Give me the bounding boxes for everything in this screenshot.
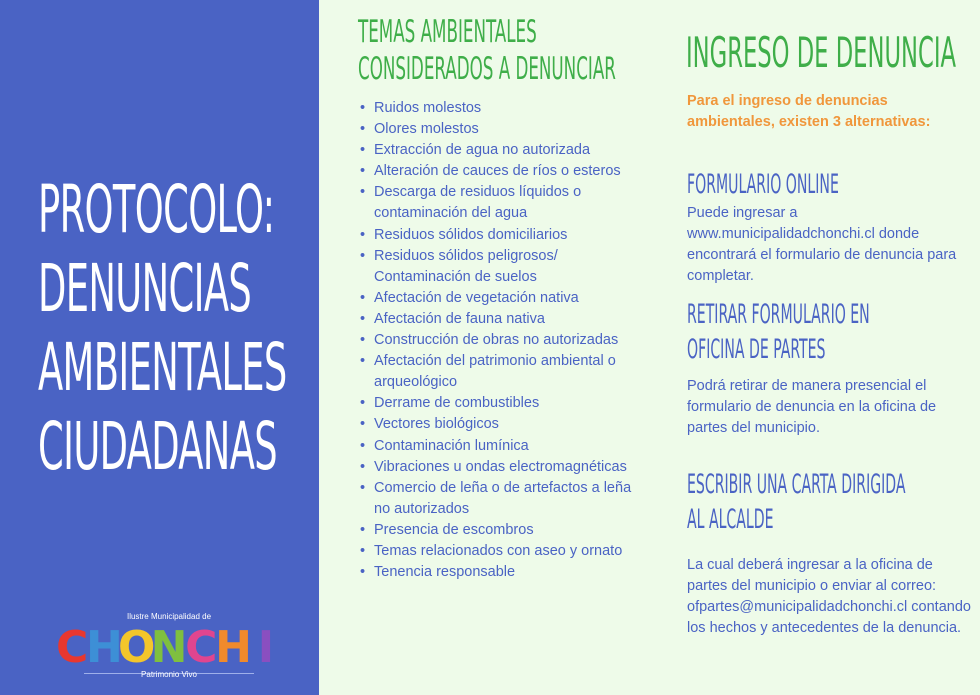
complaint-heading: INGRESO DE DENUNCIA: [686, 28, 957, 77]
topics-heading: [358, 14, 616, 88]
logo-letter: H: [85, 622, 123, 668]
logo-top-text: Ilustre Municipalidad de: [126, 612, 212, 621]
list-item: • Comercio de leña o de artefactos a leña no autorizados: [358, 478, 648, 520]
list-item: • Ruidos molestos: [358, 98, 648, 119]
cover-title-line: CIUDADANAS: [38, 408, 278, 485]
logo-bottom-text: Patrimonio Vivo: [141, 670, 197, 679]
list-item: • Residuos sólidos domiciliarios: [358, 225, 648, 246]
complaint-intro: Para el ingreso de denuncias ambientales, existen 3 alternativas:: [687, 93, 931, 130]
list-item: • Extracción de agua no autorizada: [358, 140, 648, 161]
list-item: • Construcción de obras no autorizadas: [358, 330, 648, 351]
cover-title-line: DENUNCIAS: [38, 250, 252, 327]
list-item: • Presencia de escombros: [358, 520, 648, 541]
logo-letter: H: [215, 622, 253, 668]
option-heading-line: AL ALCALDE: [687, 504, 774, 535]
option-online-heading: [687, 167, 839, 202]
list-item: • Afectación de vegetación nativa: [358, 288, 648, 309]
topics-heading-line: CONSIDERADOS A DENUNCIAR: [358, 51, 616, 87]
topics-list: [358, 98, 648, 583]
list-item: • Temas relacionados con aseo y ornato: [358, 541, 648, 562]
list-item: • Derrame de combustibles: [358, 393, 648, 414]
logo-letter: I: [257, 622, 275, 668]
list-item: • Descarga de residuos líquidos o contaminación del agua: [358, 182, 648, 224]
option-heading-line: FORMULARIO ONLINE: [687, 169, 839, 200]
list-item: • Afectación de fauna nativa: [358, 309, 648, 330]
list-item: • Alteración de cauces de ríos o esteros: [358, 161, 648, 182]
cover-title: [38, 170, 287, 486]
logo-letter: C: [185, 622, 218, 668]
option-office-text: Podrá retirar de manera presencial el formulario de denuncia en la oficina de partes del municipio.: [687, 378, 937, 437]
option-online-text: Puede ingresar a www.municipalidadchonchi.cl donde encontrará el formulario de denuncia para completar.: [687, 205, 957, 285]
topics-heading-line: TEMAS AMBIENTALES: [358, 14, 537, 50]
option-heading-line: RETIRAR FORMULARIO EN: [687, 299, 870, 330]
logo-letter: C: [56, 622, 89, 668]
cover-panel: [0, 0, 319, 695]
list-item: • Residuos sólidos peligrosos/ Contaminación de suelos: [358, 246, 648, 288]
logo-letter: N: [150, 622, 188, 668]
option-letter-heading: [687, 467, 906, 537]
list-item: • Vibraciones u ondas electromagnéticas: [358, 457, 648, 478]
option-letter-text: La cual deberá ingresar a la oficina de partes del municipio o enviar al correo: ofpartes@municipalidadchonchi.cl contando los hechos y antecedentes de la denuncia.: [687, 557, 971, 637]
list-item: • Contaminación lumínica: [358, 436, 648, 457]
list-item: • Afectación del patrimonio ambiental o arqueológico: [358, 351, 648, 393]
list-item: • Olores molestos: [358, 119, 648, 140]
option-office-heading: [687, 297, 870, 367]
cover-title-line: PROTOCOLO:: [38, 171, 275, 248]
option-heading-line: ESCRIBIR UNA CARTA DIRIGIDA: [687, 469, 906, 500]
list-item: • Vectores biológicos: [358, 414, 648, 435]
option-heading-line: OFICINA DE PARTES: [687, 334, 826, 365]
list-item: • Tenencia responsable: [358, 562, 648, 583]
cover-title-line: AMBIENTALES: [38, 329, 287, 406]
logo-wordmark: [56, 622, 282, 668]
municipality-logo: [56, 612, 282, 682]
logo-letter: O: [117, 622, 156, 668]
